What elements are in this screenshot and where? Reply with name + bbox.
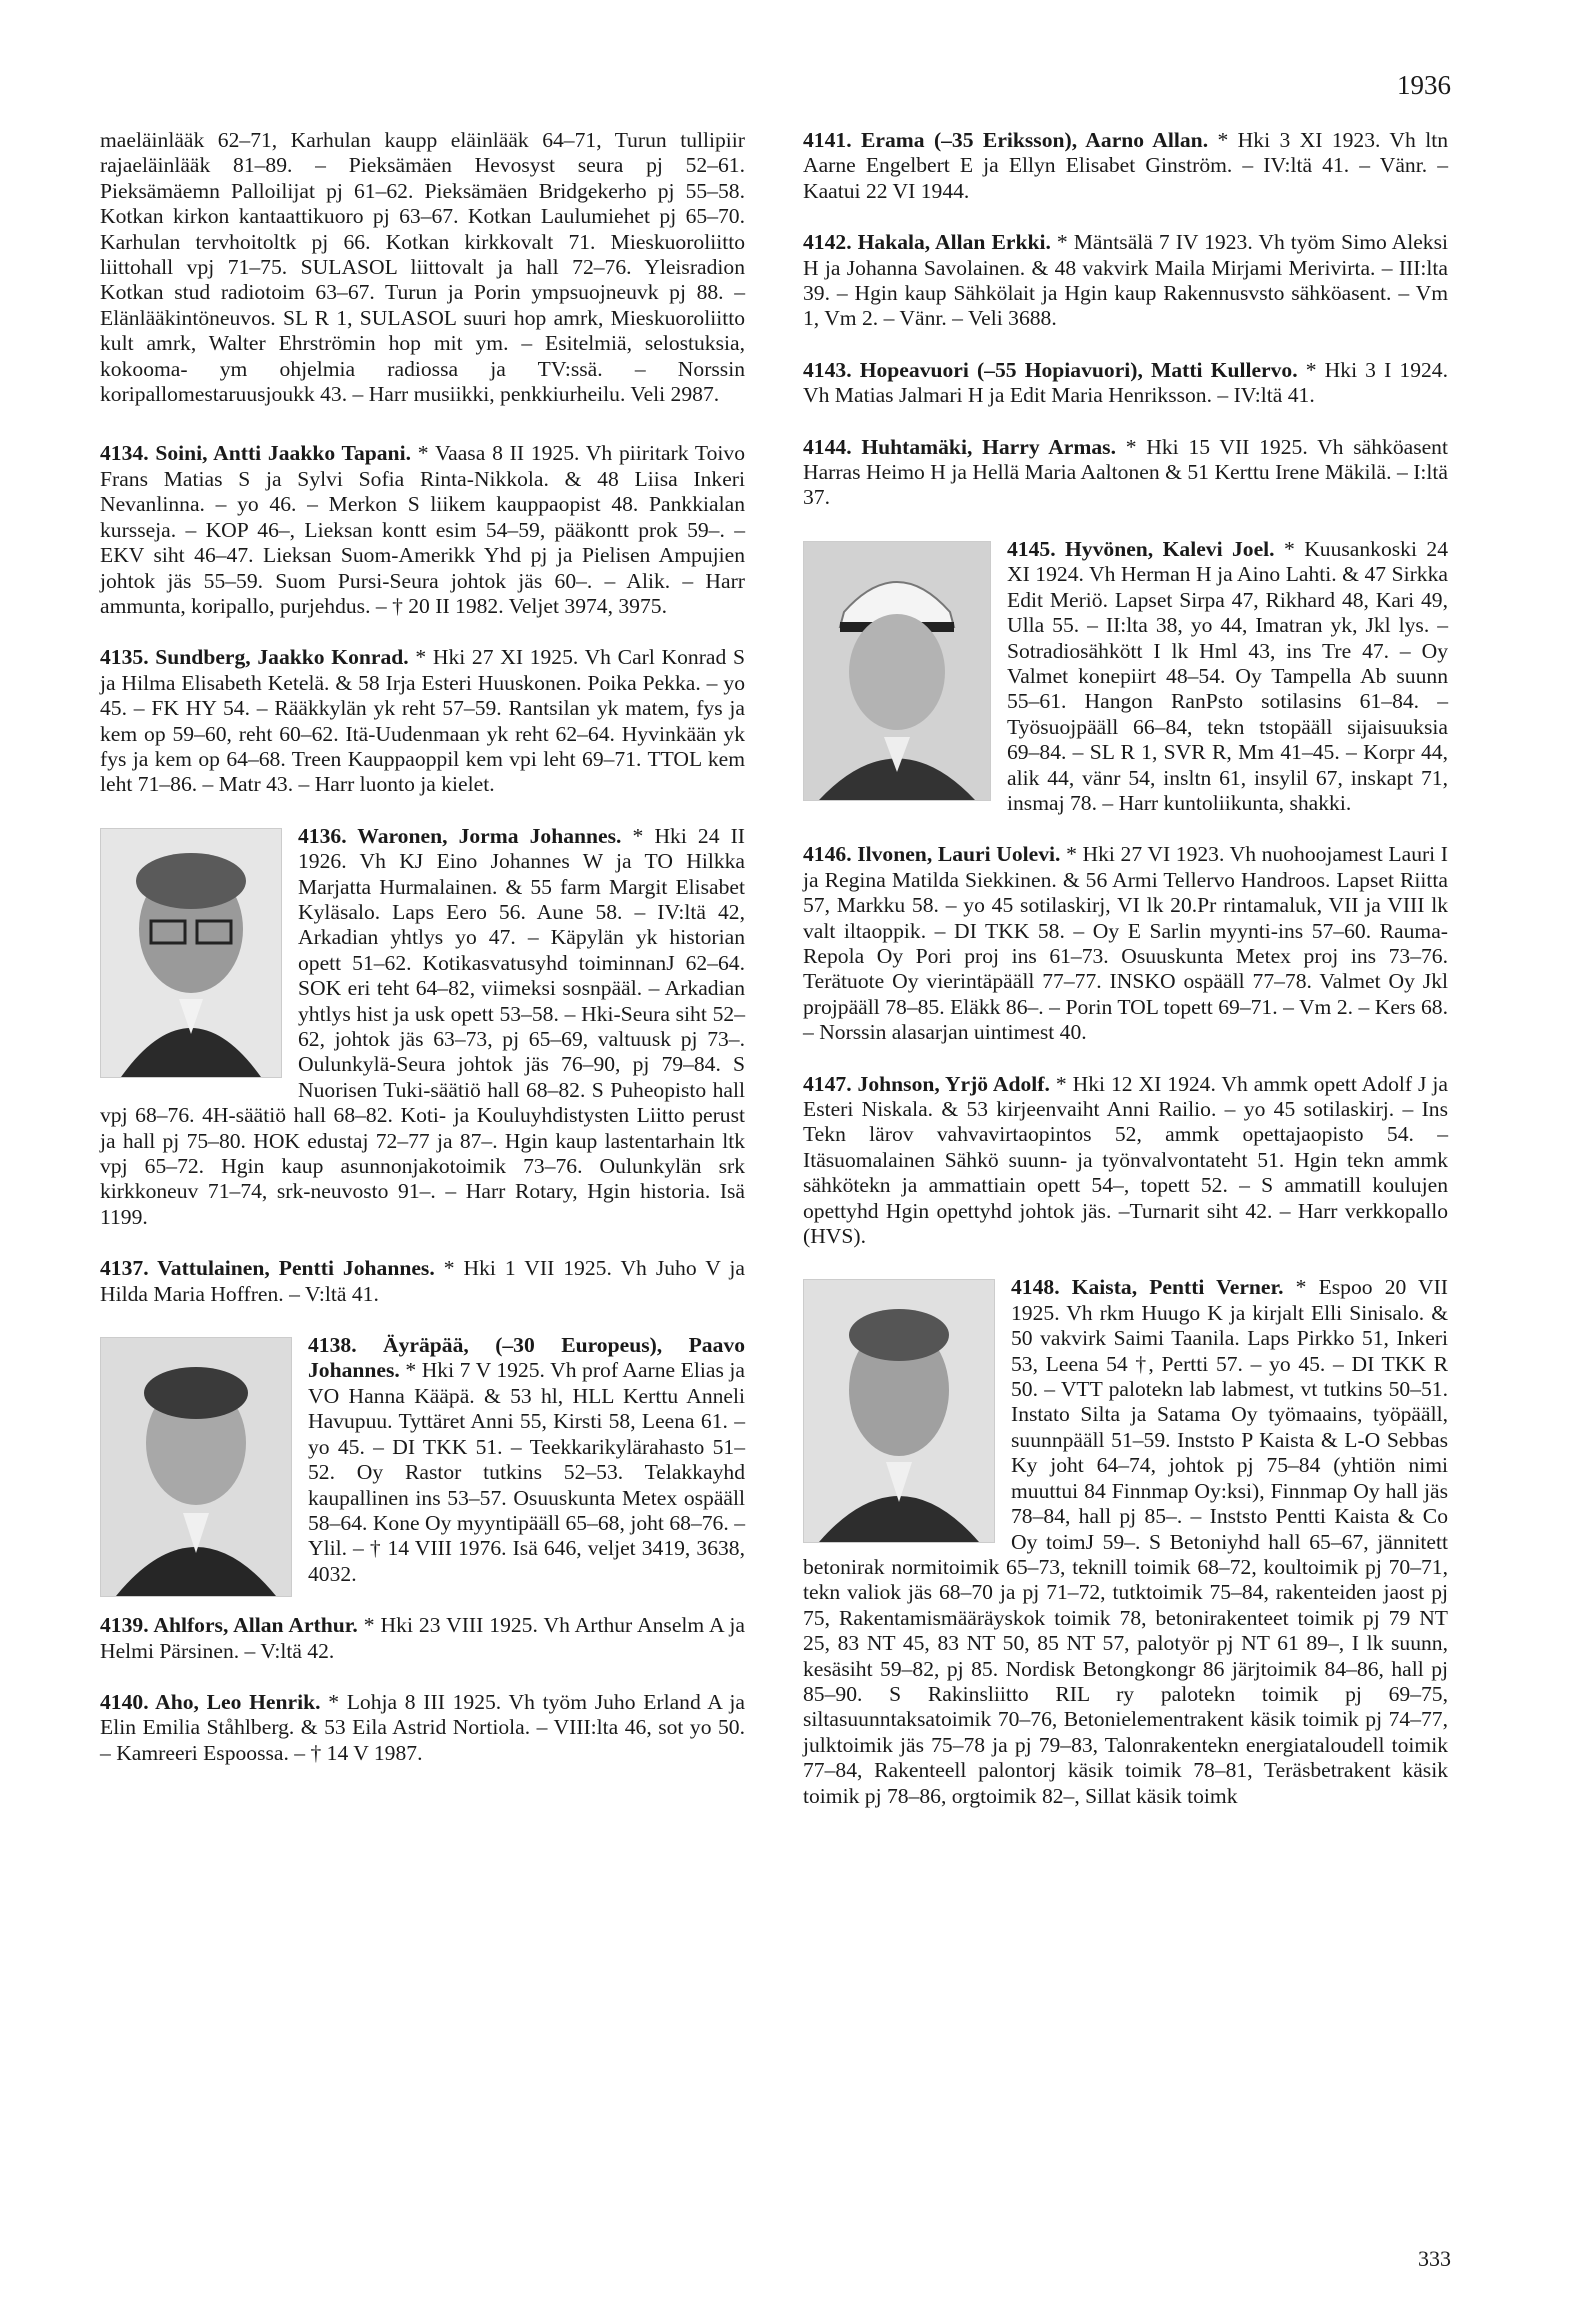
entry-4143 xyxy=(803,358,1448,409)
entry-4139 xyxy=(100,1613,745,1664)
portrait-photo-ayrapaa xyxy=(100,1337,292,1597)
entry-text: * Hki 23 VIII 1925. Vh Arthur Anselm A ja Helmi Pärsinen. – V:ltä 42. xyxy=(100,1613,745,1663)
entry-text: * Hki 3 I 1924. Vh Matias Jalmari H ja Edit Maria Henriksson. – IV:ltä 41. xyxy=(803,357,1448,408)
entry-4137 xyxy=(100,1256,745,1307)
entry-4147 xyxy=(803,1072,1448,1250)
entry-heading: 4136. Waronen, Jorma Johannes. xyxy=(298,823,622,848)
entry-4146 xyxy=(803,842,1448,1045)
entry-text: * Hki 24 II 1926. Vh KJ Eino Johannes W ja TO Hilkka Marjatta Hurmalainen. & 55 farm Margit Elisabet Kyläsalo. Laps Eero 56. Aune 58. – IV:ltä 42, Arkadian yhtlys yo 47. – Käpylän yk historian opett 51–62. Kotikasvatusyhd toiminnanJ 62–64. SOK eri teht 64–82, viimeksi sosnpääl. – Arkadian yhtlys hist ja usk opett 53–58. – Hki-Seura siht 52–62, johtok jäs 63–73, pj 65–69, valtuusk pj 73–. Oulunkylä-Seura johtok jäs 76–90, pj 79–84. S Nuorisen Tuki-säätiö hall 68–82. S Puheopisto hall vpj 68–76. 4H-säätiö hall 68–82. Koti- ja Kouluyhdistysten Liitto perust ja hall pj 75–80. HOK edustaj 72–77 ja 87–. Hgin kaup lastentarhain ltk vpj 65–72. Hgin kaup asunnonjakotoimik 73–76. Oulunkylän srk kirkkoneuv 71–74, srk-neuvosto 91–. – Harr Rotary, Hgin historia. Isä 1199. xyxy=(100,823,745,1229)
entry-text: * Vaasa 8 II 1925. Vh piiritark Toivo Frans Matias S ja Sylvi Sofia Rinta-Nikkola. & 48 Liisa Inkeri Nevanlinna. – yo 46. – Merkon S liikem kauppaopist 48. Pankkialan kursseja. – KOP 46–, Lieksan kontt esim 54–59, pääkontt prok 59–. – EKV siht 46–47. Lieksan Suom-Amerikk Yhd pj ja Pielisen Ampujien johtok jäs 55–59. Suom Pursi-Seura johtok jäs 60–. – Alik. – Harr ammunta, koripallo, purjehdus. – † 20 II 1982. Veljet 3974, 3975. xyxy=(100,441,745,618)
left-column xyxy=(100,128,745,1792)
entry-text: * Mäntsälä 7 IV 1923. Vh työm Simo Aleksi H ja Johanna Savolainen. & 48 vakvirk Maila Mirjami Merivirta. – III:lta 39. – Hgin kaup Sähkölait ja Hgin kaup Rakennusvsto sähköasent. – Vm 1, Vm 2. – Vänr. – Veli 3688. xyxy=(803,230,1448,331)
entry-heading: 4141. Erama (–35 Eriksson), Aarno Allan. xyxy=(803,128,1209,152)
entry-4138 xyxy=(100,1333,745,1587)
entry-text: * Hki 12 XI 1924. Vh ammk opett Adolf J ja Esteri Niskala. & 53 kirjeenvaiht Anni Railio. – yo 45 sotilaskirj. – Ins Tekn lärov vahvavirtaopintos 52, ammk opettajaopisto 54. – Itäsuomalainen Sähkö suunn- ja työnvalvontateht 51. Hgin tekn ammk sähkötekn ja ammattiain opett 54–, topett 52. – S ammatill koulujen opettyhd Hgin opettyhd johtok jäs. –Turnarit siht 42. – Harr verkkopallo (HVS). xyxy=(803,1071,1448,1249)
entry-heading: 4147. Johnson, Yrjö Adolf. xyxy=(803,1071,1050,1096)
page-number-top: 1936 xyxy=(1397,70,1451,100)
entry-4142 xyxy=(803,230,1448,332)
entry-heading: 4135. Sundberg, Jaakko Konrad. xyxy=(100,645,409,670)
entry-heading: 4139. Ahlfors, Allan Arthur. xyxy=(100,1613,358,1638)
entry-text: * Hki 7 V 1925. Vh prof Aarne Elias ja VO Hanna Kääpä. & 53 hl, HLL Kerttu Anneli Havupuu. Tyttäret Anni 55, Kirsti 58, Leena 61. – yo 45. – DI TKK 51. – Teekkarikylärahasto 51–52. Oy Rastor tutkins 52–53. Telakkayhd kaupallinen ins 53–57. Osuuskunta Metex ospääll 58–64. Kone Oy myyntipääll 65–68, joht 68–76. – Ylil. – † 14 VIII 1976. Isä 646, veljet 3419, 3638, 4032. xyxy=(308,1358,745,1586)
entry-text: * Hki 27 VI 1923. Vh nuohoojamest Lauri I ja Regina Matilda Siekkinen. & 56 Armi Tellervo Handroos. Lapset Riitta 57, Markku 58. – yo 45 sotilaskirj, VI lk 20.Pr rintamaluk, VII ja VIII lk valt iltaoppik. – DI TKK 58. – Oy E Sarlin myynti-ins 57–60. Rauma-Repola Oy Pori proj ins 61–73. Osuuskunta Metex proj ins 73–76. Terätuote Oy vierintäpääll 77–77. INSKO ospääll 77–78. Valmet Oy Jkl projpääll 78–85. Eläkk 86–. – Porin TOL topett 69–71. – Vm 2. – Kers 68. – Norssin alasarjan uintimest 40. xyxy=(803,842,1449,1045)
right-column xyxy=(803,128,1448,1835)
entry-heading: 4137. Vattulainen, Pentti Johannes. xyxy=(100,1256,435,1281)
entry-text: * Hki 1 VII 1925. Vh Juho V ja Hilda Maria Hoffren. – V:ltä 41. xyxy=(100,1256,745,1306)
entry-heading: 4144. Huhtamäki, Harry Armas. xyxy=(803,434,1116,459)
entry-text: * Hki 27 XI 1925. Vh Carl Konrad S ja Hilma Elisabeth Ketelä. & 58 Irja Esteri Huuskonen. Poika Pekka. – yo 45. – FK HY 54. – Rääkkylän yk reht 57–59. Rantsilan yk matem, fys ja kem op 59–60, reht 60–62. Itä-Uudenmaan yk reht 62–64. Hyvinkään yk fys ja kem op 64–68. Treen Kauppaoppil kem vpi leht 69–71. TTOL kem leht 71–86. – Matr 43. – Harr luonto ja kielet. xyxy=(100,645,745,797)
entry-4148 xyxy=(803,1275,1448,1809)
entry-4136 xyxy=(100,824,745,1231)
portrait-photo-kaista xyxy=(803,1279,995,1543)
continuation-entry xyxy=(100,128,745,407)
page-number-bottom: 333 xyxy=(1418,2246,1451,2271)
entry-text: * Lohja 8 III 1925. Vh työm Juho Erland A ja Elin Emilia Ståhlberg. & 53 Eila Astrid Nortiola. – VIII:lta 46, sot yo 50. – Kamreeri Espoossa. – † 14 V 1987. xyxy=(100,1689,745,1765)
entry-4135 xyxy=(100,645,745,797)
portrait-photo-hyvonen xyxy=(803,541,991,801)
entry-4140 xyxy=(100,1690,745,1766)
entry-text: * Kuusankoski 24 XI 1924. Vh Herman H ja Aino Lahti. & 47 Sirkka Edit Meriö. Lapset Sirpa 47, Rikhard 48, Kari 49, Ulla 55. – II:lta 38, yo 44, Imatran yk, Jkl lys. – Sotradiosähkött I lk Hml 43, ins Tre 47. – Oy Valmet konepiirt 48–54. Oy Tampella Ab suunn 55–61. Hangon RanPsto sotilasins 61–84. – Työsuojpääll 66–84, tekn tstopääll sijaisuuksia 69–84. – SL R 1, SVR R, Mm 41–45. – Korpr 44, alik 44, vänr 54, insltn 61, insylil 67, inskapt 71, insmaj 78. – Harr kuntoliikunta, shakki. xyxy=(1007,536,1448,815)
entry-text: * Hki 15 VII 1925. Vh sähköasent Harras Heimo H ja Hellä Maria Aaltonen & 51 Kerttu Irene Mäkilä. – I:ltä 37. xyxy=(803,434,1448,510)
entry-4134 xyxy=(100,441,745,619)
entry-text: maeläinlääk 62–71, Karhulan kaupp eläinlääk 64–71, Turun tullipiir rajaeläinlääk 81–89. – Pieksämäen Hevosyst seura pj 52–61. Pieksämäemn Palloilijat pj 61–62. Pieksämäen Bridgekerho pj 55–58. Kotkan kirkon kantaattikuoro pj 63–67. Kotkan Laulumiehet pj 65–70. Karhulan tervhoitoltk pj 66. Kotkan kirkkovalt 71. Mieskuoroliitto liittohall vpj 71–75. SULASOL liittovalt ja hall 72–76. Yleisradion Kotkan stud radiotoim 63–67. Turun ja Porin ympsuojneuvk pj 88. – Elänlääkintöneuvos. SL R 1, SULASOL suuri hop amrk, Mieskuoroliitto kult amrk, Walter Ehrströmin hop mit ym. – Esitelmiä, selostuksia, kokooma- ym ohjelmia radiossa ja TV:ssä. – Norssin koripallomestaruusjoukk 43. – Harr musiikki, penkkiurheilu. Veli 2987. xyxy=(100,128,745,407)
entry-heading: 4142. Hakala, Allan Erkki. xyxy=(803,230,1051,255)
entry-4141 xyxy=(803,128,1448,204)
entry-text: * Hki 3 XI 1923. Vh ltn Aarne Engelbert E ja Ellyn Elisabet Ginström. – IV:ltä 41. – Vänr. – Kaatui 22 VI 1944. xyxy=(803,128,1448,203)
portrait-photo-waronen xyxy=(100,828,282,1078)
entry-4144 xyxy=(803,435,1448,511)
entry-heading: 4140. Aho, Leo Henrik. xyxy=(100,1689,321,1714)
entry-heading: 4145. Hyvönen, Kalevi Joel. xyxy=(1007,536,1275,561)
entry-heading: 4146. Ilvonen, Lauri Uolevi. xyxy=(803,842,1061,867)
entry-heading: 4143. Hopeavuori (–55 Hopiavuori), Matti Kullervo. xyxy=(803,357,1298,382)
entry-text: * Espoo 20 VII 1925. Vh rkm Huugo K ja kirjalt Elli Sinisalo. & 50 vakvirk Saimi Taanila. Laps Pirkko 51, Inkeri 53, Leena 54 †, Pertti 57. – yo 45. – DI TKK R 50. – VTT palotekn lab labmest, vt tutkins 50–51. Instato Silta ja Satama Oy työmaains, työpääll, suunnpääll 51–59. Inststo P Kaista & L-O Sebbas Ky joht 64–74, johtok pj 75–84 (yhtiön nimi muuttui 84 Finnmap Oy:ksi), Finnmap Oy hall jäs 78–84, hall pj 85–. – Inststo Pentti Kaista & Co Oy toimJ 59–. S Betoniyhd hall 65–67, jännitett betonirak normitoimik 65–73, teknill toimik 68–72, koultoimik pj 70–71, tekn valiok jäs 68–70 ja pj 71–72, tutktoimik 75–84, rakenteiden jaost pj 75, Rakentamismääräyskok toimik 78, betonirakenteet toimik pj 79 NT 25, 83 NT 45, 83 NT 50, 85 NT 57, palotyör pj NT 61 89–, I lk suunn, kesäsiht 59–82, pj 85. Nordisk Betongkongr 86 järjtoimik 84–86, hall pj 85–90. S Rakinsliitto RIL ry palotekn toimik pj 69–75, siltasuunntaksatoimik 70–76, Betonielementrakent käsik toimik pj 74–77, julktoimik jäs 75–78 ja pj 79–83, Talonrakentekn energiataloudell toimik 77–84, Rakenteell palontorj käsik toimik 78–81, Teräsbetrakent käsik toimik pj 78–86, orgtoimik 82–, Sillat käsik toimk xyxy=(803,1275,1448,1808)
entry-heading: 4148. Kaista, Pentti Verner. xyxy=(1011,1275,1284,1300)
entry-heading: 4138. Äyräpää, (–30 Europeus), Paavo Johannes. xyxy=(308,1333,745,1383)
entry-heading: 4134. Soini, Antti Jaakko Tapani. xyxy=(100,441,411,466)
entry-4145 xyxy=(803,537,1448,816)
